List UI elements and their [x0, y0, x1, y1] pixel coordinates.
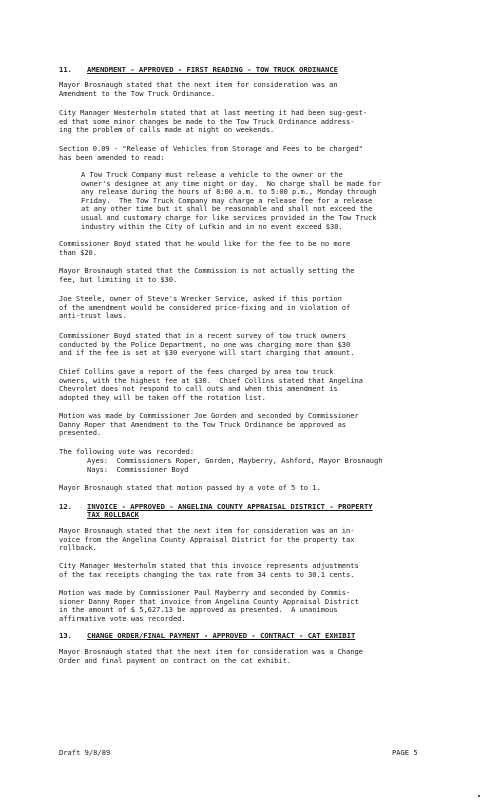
paragraph: Joe Steele, owner of Steve's Wrecker Service, asked if this portion of the amendment would be considered price-fixing and in violation of anti-trust laws.	[59, 294, 351, 321]
paragraph: Motion was made by Commissioner Paul Mayberry and seconded by Commis- sioner Danny Roper that invoice from Angelina County Appraisal District in the amount of $ 5,627.13 be approved as presented. A unanimous affirmative vote was recorded.	[59, 588, 359, 623]
item-11-number: 11.	[59, 65, 72, 74]
paragraph: Mayor Brosnaugh stated that the Commission is not actually setting the fee, but limiting it to $30.	[59, 266, 355, 284]
item-12-title: INVOICE - APPROVED - ANGELINA COUNTY APPRAISAL DISTRICT - PROPERTY	[87, 502, 373, 511]
item-12-number: 12.	[59, 502, 72, 511]
paragraph: Mayor Brosnaugh stated that motion passed by a vote of 5 to 1.	[59, 483, 321, 492]
paragraph: The following vote was recorded:	[59, 447, 195, 456]
item-13-number: 13.	[59, 631, 72, 640]
paragraph: Motion was made by Commissioner Joe Gorden and seconded by Commissioner Danny Roper that Amendment to the Tow Truck Ordinance be approved as presented.	[59, 411, 359, 438]
paragraph: Section 0.09 - "Release of Vehicles from Storage and Fees to be charged" has been amended to read:	[59, 144, 363, 162]
paragraph: City Manager Westerholm stated that at last meeting it had been sug-gest- ed that some minor changes be made to the Tow Truck Ordinance address- ing the problem of calls made at night on weekends.	[59, 108, 368, 135]
paragraph: Commissioner Boyd stated that in a recent survey of tow truck owners conducted by the Police Department, no one was charging more than $30 and if the fee is set at $30 everyone will start charging that amount.	[59, 331, 355, 358]
paragraph: Mayor Brosnaugh stated that the next item for consideration was a Change Order and final payment on contract on the cat exhibit.	[59, 647, 363, 665]
item-11-heading	[59, 66, 439, 75]
item-12-heading-cont	[87, 511, 437, 520]
footer-draft-date: Draft 9/8/89	[59, 748, 111, 757]
paragraph: Mayor Brosnaugh stated that the next item for consideration was an Amendment to the Tow Truck Ordinance.	[59, 80, 338, 98]
vote-ayes: Ayes: Commissioners Roper, Gorden, Mayberry, Ashford, Mayor Brosnaugh	[87, 456, 383, 465]
item-13-heading	[59, 632, 439, 641]
item-13-title: CHANGE ORDER/FINAL PAYMENT - APPROVED - CONTRACT - CAT EXHIBIT	[87, 631, 356, 640]
paragraph: City Manager Westerholm stated that this invoice represents adjustments of the tax receipts changing the tax rate from 34 cents to 30.1 cents.	[59, 561, 359, 579]
vote-nays: Nays: Commissioner Boyd	[87, 465, 189, 474]
quoted-amendment-text: A Tow Truck Company must release a vehicle to the owner or the owner's designee at any time night or day. No charge shall be made for any release during the hours of 8:00 a.m. to 5:00 p.m., Monday through Friday. The Tow Truck Company may charge a release fee for a release at any other time but it shall be reasonable and shall not exceed the usual and customary charge for like services provided in the Tow Truck industry within the City of Lufkin and in no event exceed $30.	[81, 170, 381, 231]
item-12-title-line2: TAX ROLLBACK	[87, 510, 139, 519]
paragraph: Chief Collins gave a report of the fees charged by area tow truck owners, with the highest fee at $30. Chief Collins stated that Angelina Chevrolet does not respond to call outs and when this amendment is adopted they will be taken off the rotation list.	[59, 367, 363, 402]
item-11-title: AMENDMENT - APPROVED - FIRST READING - TOW TRUCK ORDINANCE	[87, 65, 338, 74]
paragraph: Mayor Brosnaugh stated that the next item for consideration was an in- voice from the Angelina County Appraisal District for the property tax rollback.	[59, 526, 355, 553]
scan-speck	[478, 795, 480, 797]
paragraph: Commissioner Boyd stated that he would like for the fee to be no more than $20.	[59, 239, 351, 257]
footer-page-number: PAGE 5	[392, 748, 418, 757]
